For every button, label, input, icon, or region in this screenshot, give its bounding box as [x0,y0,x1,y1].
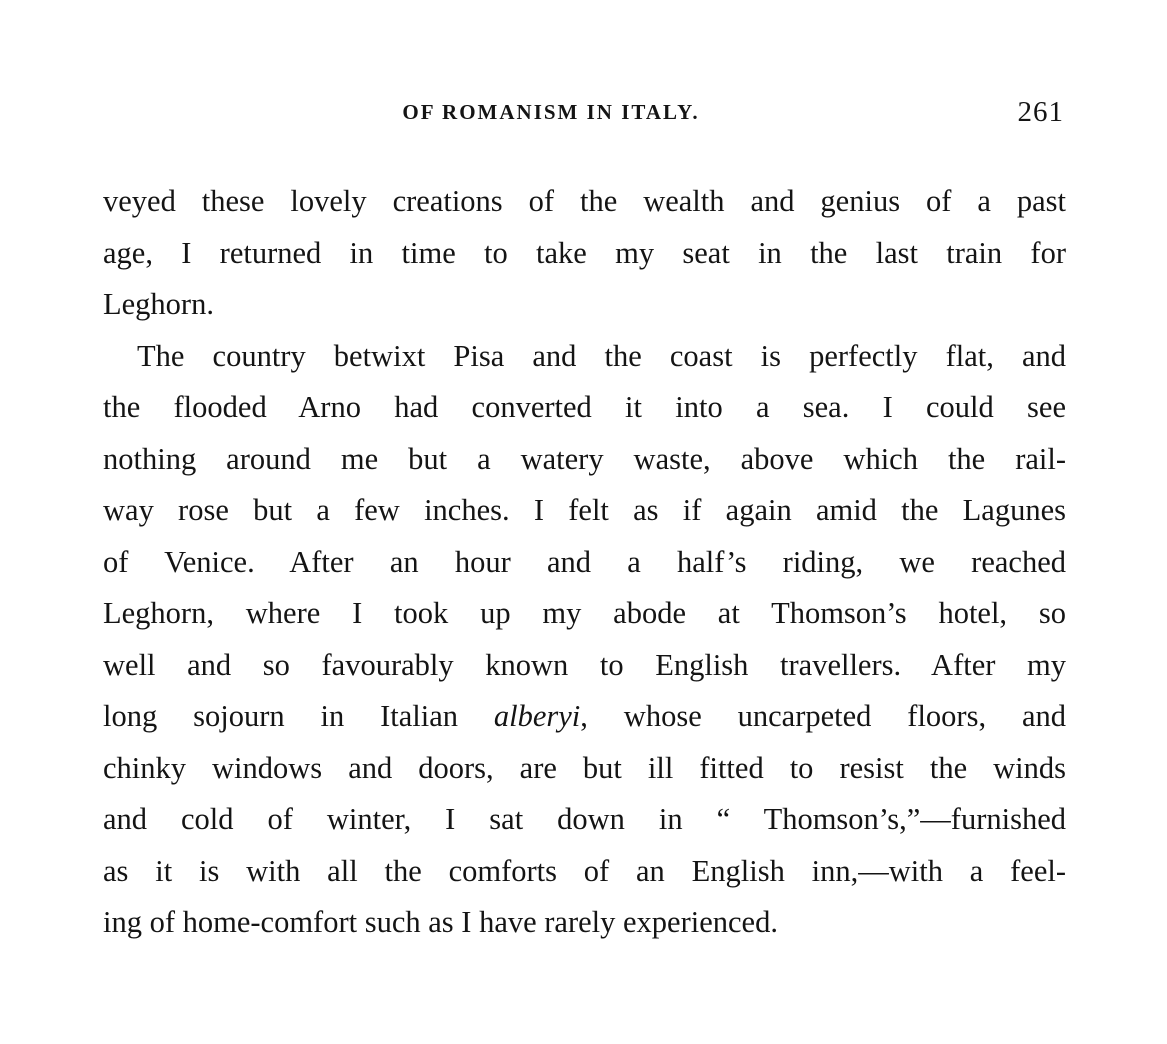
text-line [103,691,1066,743]
text-line: and cold of winter, I sat down in “ Thomson’s,”—furnished [103,802,1066,836]
text-line: the flooded Arno had converted it into a sea. I could see [103,390,1066,424]
text-line: age, I returned in time to take my seat in the last train for [103,235,1066,270]
text-line: chinky windows and doors, are but ill fitted to resist the winds [103,750,1066,785]
text-line: nothing around me but a watery waste, above which the rail- [103,441,1066,476]
text-segment: , whose uncarpeted floors, and [580,699,1066,733]
body-text [103,176,1066,949]
text-line: as it is with all the comforts of an English inn,—with a feel- [103,853,1066,888]
text-line: Leghorn. [103,287,214,321]
text-line: of Venice. After an hour and a half’s riding, we reached [103,544,1066,579]
page-number: 261 [1017,96,1064,128]
text-segment: long sojourn in Italian [103,699,494,733]
text-line: way rose but a few inches. I felt as if again amid the Lagunes [103,493,1066,527]
text-line: Leghorn, where I took up my abode at Thomson’s hotel, so [103,596,1066,630]
running-head [103,96,1066,136]
running-title: OF ROMANISM IN ITALY. [402,100,700,124]
text-line: well and so favourably known to English travellers. After my [103,647,1066,682]
text-line: veyed these lovely creations of the wealth and genius of a past [103,184,1066,218]
italic-word: alberyi [493,699,581,733]
text-line: ing of home-comfort such as I have rarely experienced. [103,905,778,939]
paragraph-first-line: The country betwixt Pisa and the coast is perfectly flat, and [137,338,1066,373]
